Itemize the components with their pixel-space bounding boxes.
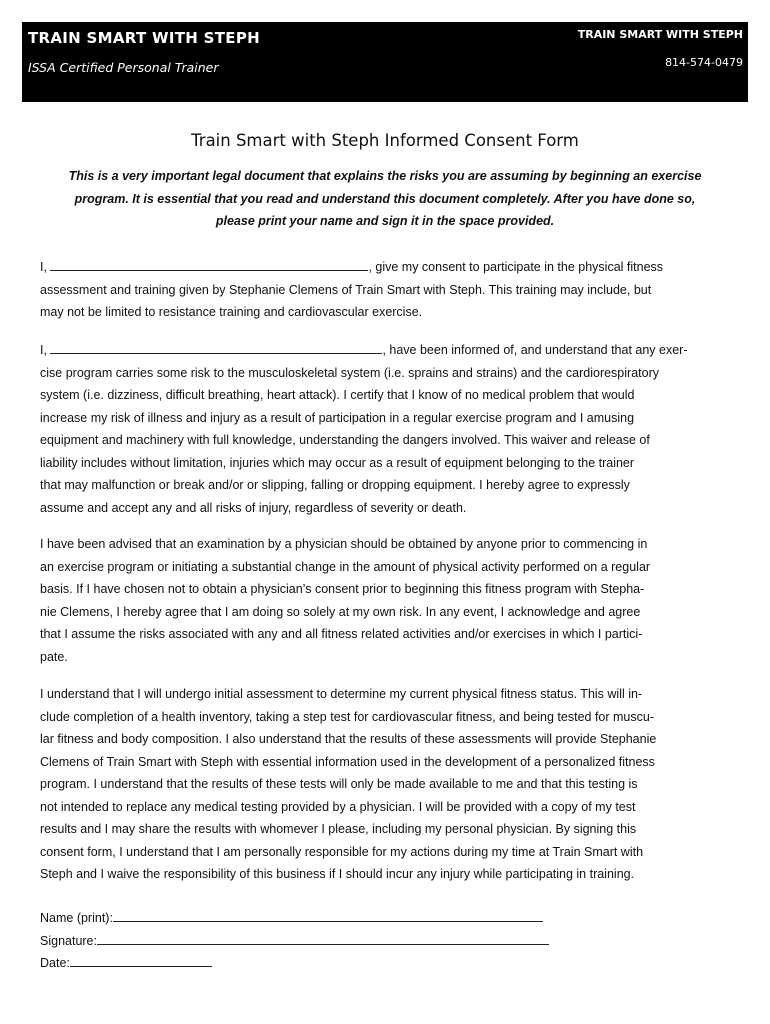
- paragraph-line: consent form, I understand that I am personally responsible for my actions during my time at Train Smart with: [40, 844, 644, 859]
- header-right-title: TRAIN SMART WITH STEPH: [577, 28, 743, 41]
- header-phone: 814-574-0479: [665, 56, 743, 69]
- consent-prefix: I,: [40, 260, 47, 274]
- name-print-row: [40, 907, 549, 930]
- signature-block: [40, 907, 549, 975]
- paragraph-line: Steph and I waive the responsibility of this business if I should incur any injury while participating in training.: [40, 867, 635, 881]
- brand-title: TRAIN SMART WITH STEPH: [28, 29, 260, 47]
- paragraph-line: that I assume the risks associated with any and all fitness related activities and/or exercises in which I partici-: [40, 627, 643, 641]
- paragraph-line: liability includes without limitation, injuries which may occur as a result of equipment belonging to the trainer: [40, 455, 635, 470]
- date-row: [40, 952, 549, 975]
- paragraph-line: program. I understand that the results of these tests will only be made available to me and that this testing is: [40, 777, 638, 791]
- paragraph-line: assume and accept any and all risks of injury, regardless of severity or death.: [40, 500, 467, 515]
- name-print-label: Name (print):: [40, 911, 113, 925]
- intro-notice: [40, 165, 730, 233]
- name-print-field[interactable]: [113, 907, 543, 922]
- risk-prefix: I,: [40, 343, 47, 357]
- paragraph-line: lar fitness and body composition. I also understand that the results of these assessments will provide Stephanie: [40, 732, 657, 746]
- assessment-paragraph: [40, 683, 730, 886]
- paragraph-line: system (i.e. dizziness, difficult breathing, heart attack). I certify that I know of no medical problem that would: [40, 388, 635, 402]
- brand-subtitle: ISSA Certified Personal Trainer: [28, 60, 219, 75]
- signature-label: Signature:: [40, 933, 97, 948]
- consent-first-line: [40, 256, 730, 279]
- paragraph-line: may not be limited to resistance training and cardiovascular exercise.: [40, 305, 423, 319]
- risk-name-blank[interactable]: [50, 339, 382, 354]
- paragraph-line: Clemens of Train Smart with Steph with essential information used in the development of a personalized fitness: [40, 754, 655, 769]
- signature-row: [40, 930, 549, 953]
- intro-line: This is a very important legal document that explains the risks you are assuming by beginning an exercise: [68, 169, 702, 183]
- paragraph-line: that may malfunction or break and/or or slipping, falling or dropping equipment. I hereby agree to expressly: [40, 478, 630, 492]
- intro-line: please print your name and sign it in the space provided.: [215, 214, 555, 228]
- paragraph-line: I understand that I will undergo initial assessment to determine my current physical fitness status. This will in-: [40, 687, 643, 701]
- risk-first-line: [40, 339, 730, 362]
- paragraph-line: pate.: [40, 649, 68, 664]
- paragraph-line: equipment and machinery with full knowledge, understanding the dangers involved. This waiver and release of: [40, 433, 650, 447]
- paragraph-line: not intended to replace any medical testing provided by a physician. I will be provided with a copy of my test: [40, 799, 636, 814]
- consent-line-suffix: , give my consent to participate in the physical fitness: [368, 260, 664, 274]
- date-label: Date:: [40, 956, 70, 970]
- paragraph-line: an exercise program or initiating a substantial change in the amount of physical activity performed on a regular: [40, 559, 651, 574]
- paragraph-line: clude completion of a health inventory, taking a step test for cardiovascular fitness, and being tested for muscu-: [40, 709, 654, 724]
- date-field[interactable]: [70, 952, 212, 967]
- paragraph-line: nie Clemens, I hereby agree that I am doing so solely at my own risk. In any event, I acknowledge and agree: [40, 604, 641, 619]
- document-title: Train Smart with Steph Informed Consent Form: [191, 131, 579, 150]
- risk-paragraph: [40, 339, 730, 519]
- consent-paragraph: [40, 256, 730, 324]
- consent-name-blank[interactable]: [50, 256, 368, 271]
- signature-field[interactable]: [97, 930, 549, 945]
- paragraph-line: I have been advised that an examination by a physician should be obtained by anyone prior to commencing in: [40, 537, 648, 551]
- intro-line: program. It is essential that you read and understand this document completely. After you have done so,: [74, 191, 696, 206]
- risk-line-suffix: , have been informed of, and understand that any exer-: [382, 343, 688, 357]
- header-band: [22, 22, 748, 102]
- paragraph-line: increase my risk of illness and injury as a result of participation in a regular exercise program and I amusing: [40, 410, 635, 425]
- paragraph-line: cise program carries some risk to the musculoskeletal system (i.e. sprains and strains) and the cardiorespiratory: [40, 365, 659, 380]
- paragraph-line: assessment and training given by Stephanie Clemens of Train Smart with Steph. This training may include, but: [40, 282, 652, 297]
- paragraph-line: results and I may share the results with whomever I please, including my personal physician. By signing this: [40, 822, 637, 836]
- physician-paragraph: [40, 533, 730, 668]
- paragraph-line: basis. If I have chosen not to obtain a physician’s consent prior to beginning this fitness program with Stepha-: [40, 582, 645, 596]
